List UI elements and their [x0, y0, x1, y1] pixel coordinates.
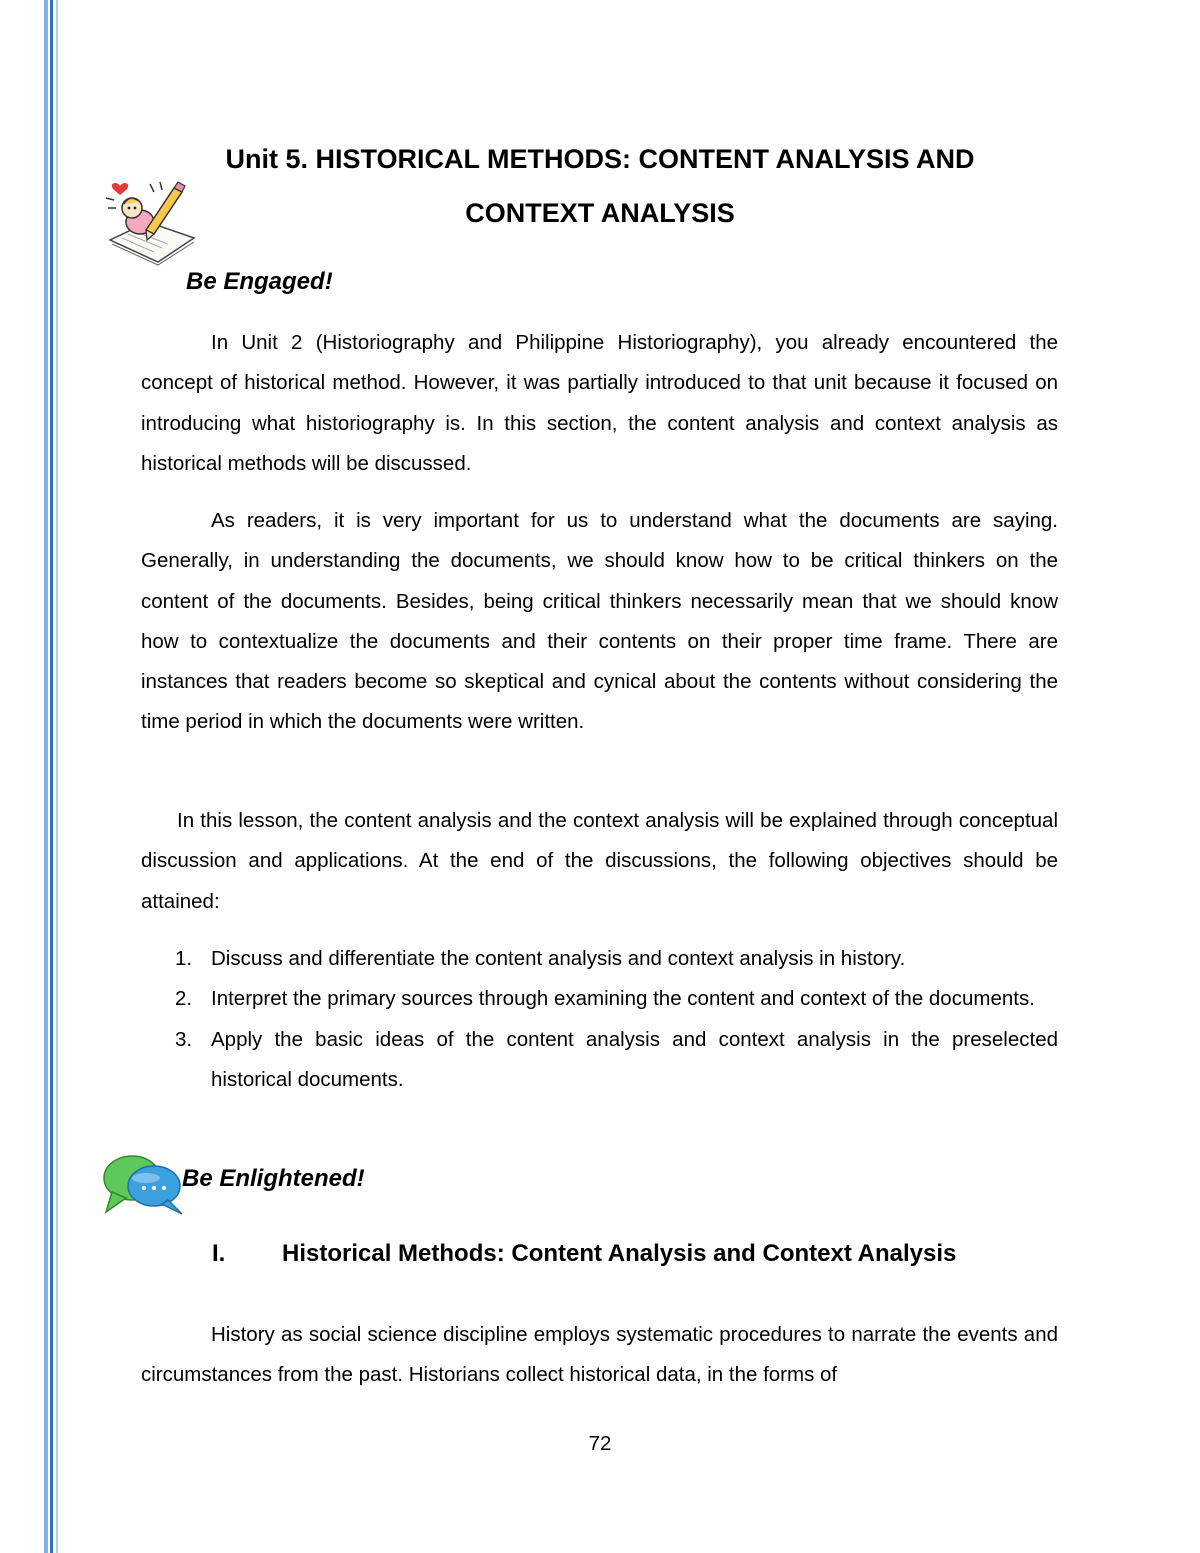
paragraph-history: History as social science discipline employs systematic procedures to narrate the events and circumstances from the past. Historians collect historical data, in the forms of	[141, 1323, 1058, 1387]
objectives-list	[141, 939, 1058, 1100]
list-item-text: Interpret the primary sources through examining the content and context of the documents.	[211, 987, 1035, 1011]
list-item-text: Apply the basic ideas of the content analysis and context analysis in the preselected historical documents.	[211, 1027, 1058, 1091]
list-item	[141, 1020, 1058, 1101]
page-number: 72	[588, 1432, 612, 1455]
section-heading	[212, 1240, 1062, 1268]
paragraph-intro: In Unit 2 (Historiography and Philippine Historiography), you already encountered the concept of historical method. However, it was partially introduced to that unit because it focused on introducing what historiography is. In this section, the content analysis and context analysis as historical methods will be discussed.	[141, 331, 1058, 475]
section-number: I.	[212, 1240, 226, 1267]
list-item-number: 1.	[175, 947, 193, 970]
list-item-text: Discuss and differentiate the content analysis and context analysis in history.	[211, 947, 906, 970]
list-item	[141, 939, 1058, 979]
margin-border-inner	[56, 0, 58, 1553]
paragraph-lesson: In this lesson, the content analysis and the context analysis will be explained through conceptual discussion and applications. At the end of the discussions, the following objectives should be attained:	[141, 809, 1058, 913]
margin-border-outer	[44, 0, 48, 1553]
speech-bubbles-icon	[102, 1152, 188, 1218]
list-item	[141, 979, 1058, 1019]
be-enlightened-heading: Be Enlightened!	[182, 1165, 365, 1192]
section-title: Historical Methods: Content Analysis and Context Analysis	[282, 1240, 957, 1267]
list-item-number: 3.	[175, 1027, 193, 1051]
page-title	[140, 132, 1060, 240]
title-line-2: CONTEXT ANALYSIS	[465, 198, 735, 228]
title-line-1: Unit 5. HISTORICAL METHODS: CONTENT ANALYSIS AND	[225, 144, 975, 174]
list-item-number: 2.	[175, 987, 193, 1011]
pencil-writing-icon	[102, 178, 198, 266]
margin-border-middle	[50, 0, 53, 1553]
paragraph-readers: As readers, it is very important for us to understand what the documents are saying. Generally, in understanding the documents, we should know how to be critical thinkers on the content of the documents. Besides, being critical thinkers necessarily mean that we should know how to contextualize the documents and their contents on their proper time frame. There are instances that readers become so skeptical and cynical about the contents without considering the time period in which the documents were written.	[141, 509, 1058, 734]
be-engaged-heading: Be Engaged!	[186, 268, 333, 295]
